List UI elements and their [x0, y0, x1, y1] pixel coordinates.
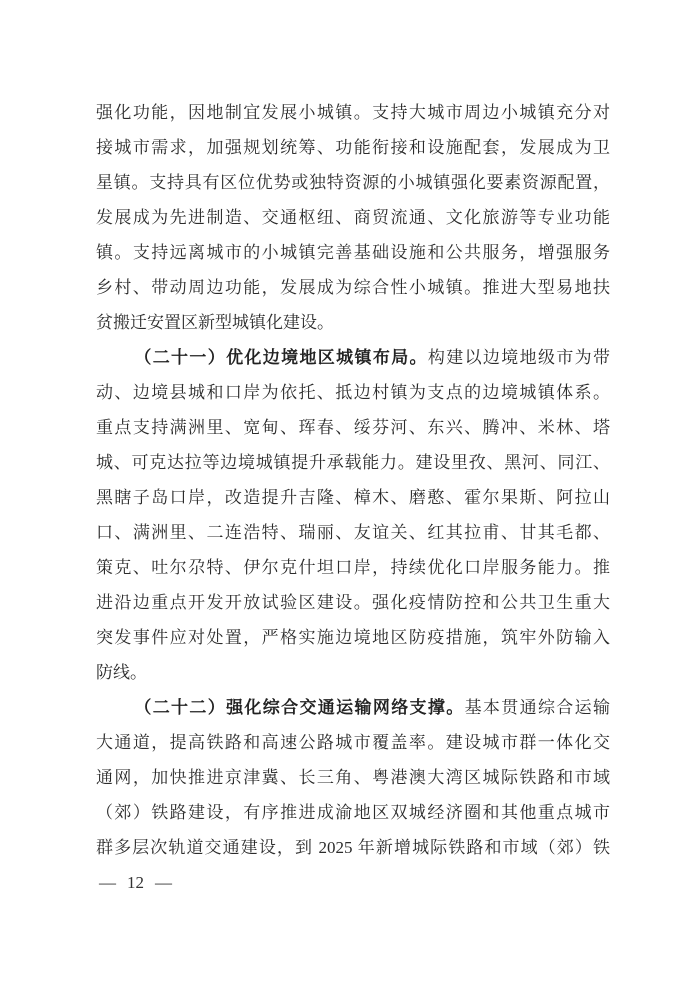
text-line [96, 95, 610, 130]
line-text: （郊）铁路建设，有序推进成渝地区双城经济圈和其他重点城市 [96, 803, 610, 822]
text-line [96, 725, 610, 760]
line-text: 重点支持满洲里、宽甸、珲春、绥芬河、东兴、腾冲、米林、塔 [96, 418, 610, 437]
text-line [96, 760, 610, 795]
paragraph-heading: （二十二）强化综合交通运输网络支撑。 [133, 698, 465, 717]
line-text: 突发事件应对处置，严格实施边境地区防疫措施，筑牢外防输入 [96, 628, 610, 647]
text-line [96, 200, 610, 235]
line-text: 口、满洲里、二连浩特、瑞丽、友谊关、红其拉甫、甘其毛都、 [96, 523, 610, 542]
paragraph-heading: （二十一）优化边境地区城镇布局。 [133, 348, 428, 367]
line-text: 强化功能，因地制宜发展小城镇。支持大城市周边小城镇充分对 [96, 103, 610, 122]
page-footer [99, 871, 172, 895]
paragraph-indent [96, 712, 133, 713]
line-text: 构建以边境地级市为带 [427, 348, 610, 367]
text-line [96, 655, 610, 690]
text-line [96, 480, 610, 515]
line-text: 接城市需求，加强规划统筹、功能衔接和设施配套，发展成为卫 [96, 138, 610, 157]
text-line [96, 410, 610, 445]
line-text: 群多层次轨道交通建设，到 2025 年新增城际铁路和市域（郊）铁 [96, 838, 610, 857]
text-line [96, 165, 610, 200]
line-text: 通网，加快推进京津冀、长三角、粤港澳大湾区城际铁路和市域 [96, 768, 610, 787]
text-line [96, 270, 610, 305]
text-line [96, 445, 610, 480]
footer-right-dash: — [155, 873, 172, 892]
line-text: 镇。支持远离城市的小城镇完善基础设施和公共服务，增强服务 [96, 243, 610, 262]
page-number: 12 [127, 873, 144, 892]
text-block [96, 95, 610, 865]
text-line [96, 375, 610, 410]
line-text: 策克、吐尔尕特、伊尔克什坦口岸，持续优化口岸服务能力。推 [96, 558, 610, 577]
line-text: 贫搬迁安置区新型城镇化建设。 [96, 313, 334, 332]
line-text: 黑瞎子岛口岸，改造提升吉隆、樟木、磨憨、霍尔果斯、阿拉山 [96, 488, 610, 507]
line-text: 防线。 [96, 663, 147, 682]
text-line [96, 830, 610, 865]
text-line [96, 305, 610, 340]
line-text: 动、边境县城和口岸为依托、抵边村镇为支点的边境城镇体系。 [96, 383, 610, 402]
text-line [96, 235, 610, 270]
text-line [96, 550, 610, 585]
text-line [96, 620, 610, 655]
paragraph-indent [96, 362, 133, 363]
line-text: 进沿边重点开发开放试验区建设。强化疫情防控和公共卫生重大 [96, 593, 610, 612]
line-text: 基本贯通综合运输 [464, 698, 610, 717]
text-line [96, 795, 610, 830]
line-text: 大通道，提高铁路和高速公路城市覆盖率。建设城市群一体化交 [96, 733, 610, 752]
text-line [96, 515, 610, 550]
text-line [96, 585, 610, 620]
text-line [96, 340, 610, 375]
line-text: 城、可克达拉等边境城镇提升承载能力。建设里孜、黑河、同江、 [96, 453, 610, 472]
line-text: 星镇。支持具有区位优势或独特资源的小城镇强化要素资源配置， [96, 173, 610, 192]
footer-left-dash: — [99, 873, 116, 892]
line-text: 乡村、带动周边功能，发展成为综合性小城镇。推进大型易地扶 [96, 278, 610, 297]
text-line [96, 690, 610, 725]
text-line [96, 130, 610, 165]
line-text: 发展成为先进制造、交通枢纽、商贸流通、文化旅游等专业功能 [96, 208, 610, 227]
